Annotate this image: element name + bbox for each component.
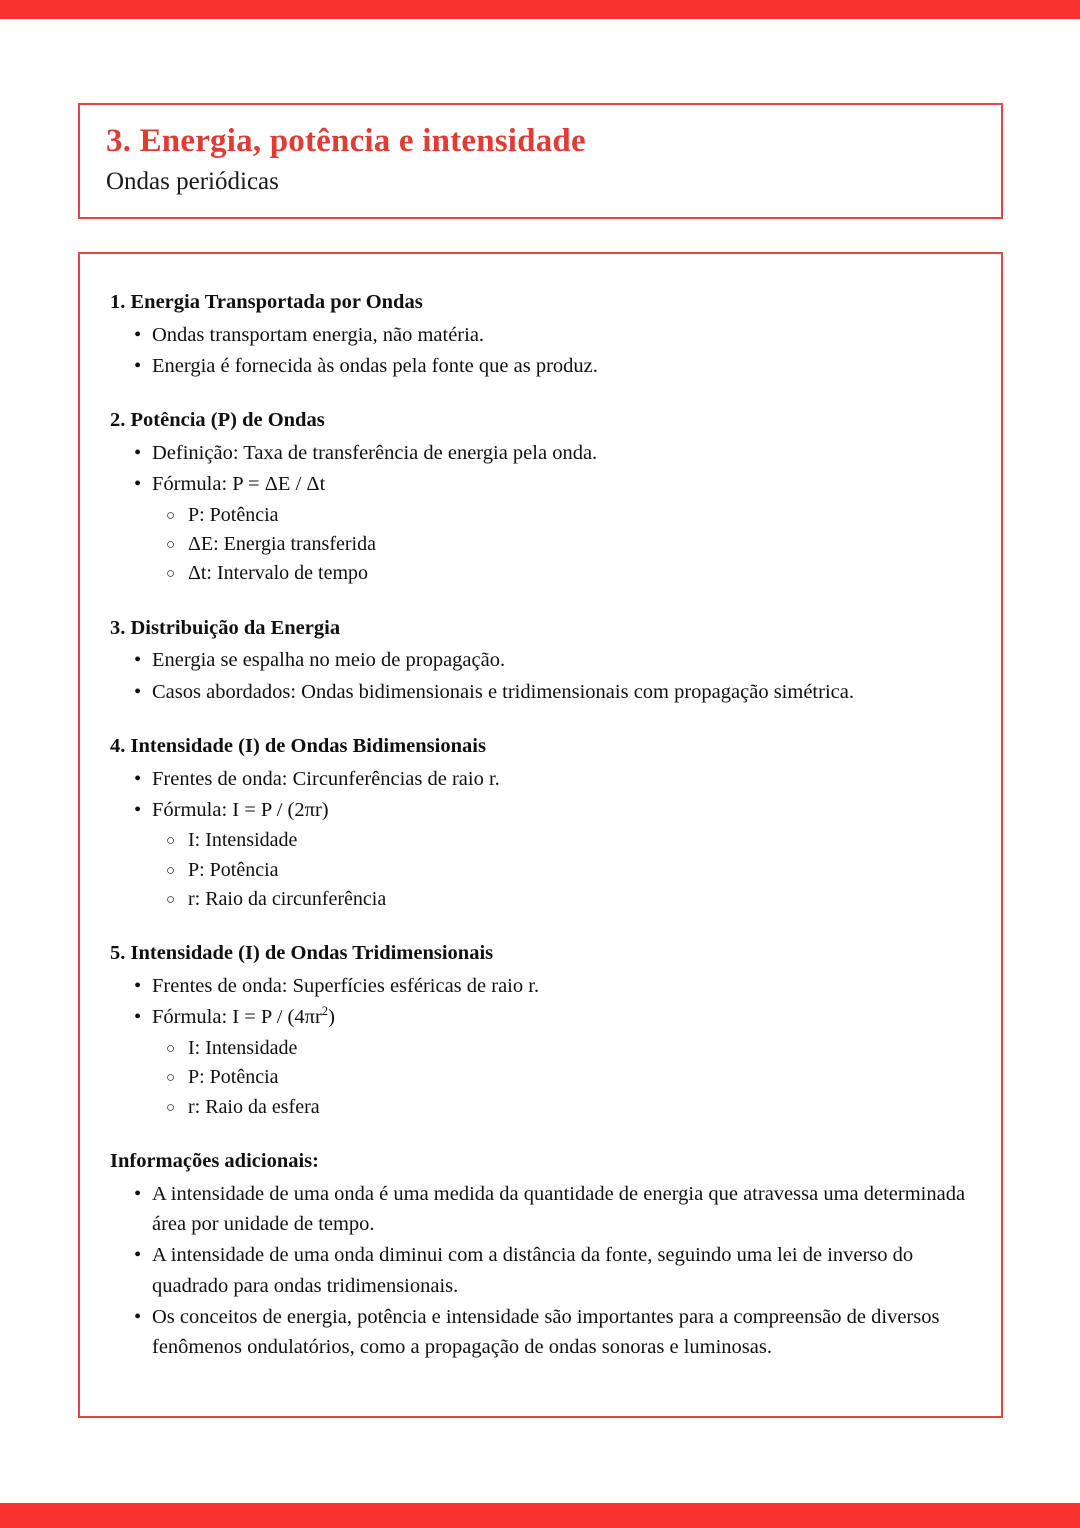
page-bottom-accent-bar [0, 1503, 1080, 1528]
list-item-label: Casos abordados: Ondas bidimensionais e tridimensionais com propagação simétrica. [152, 680, 854, 703]
sub-list-item [152, 530, 973, 559]
sub-list-item-label: P: Potência [188, 858, 279, 881]
list-item-label: Energia é fornecida às ondas pela fonte que as produz. [152, 354, 598, 377]
section-heading: 5. Intensidade (I) de Ondas Tridimensionais [110, 942, 494, 965]
list-item [110, 351, 973, 381]
list-item-label: Fórmula: I = P / (2πr) [152, 798, 329, 821]
list-item [110, 1302, 973, 1363]
list-item-label: Frentes de onda: Superfícies esféricas de raio r. [152, 975, 540, 998]
bullet-circle-icon: ○ [166, 566, 176, 583]
list-item [110, 1240, 973, 1301]
bullet-circle-icon: ○ [166, 862, 176, 879]
list-item [110, 677, 973, 707]
section-heading: Informações adicionais: [110, 1149, 319, 1172]
section-heading: 3. Distribuição da Energia [110, 616, 341, 639]
bullet-list [110, 438, 973, 589]
list-item-label: Energia se espalha no meio de propagação. [152, 649, 506, 672]
sub-bullet-list [152, 826, 973, 914]
bullet-dot-icon: • [134, 354, 142, 377]
content-box [78, 252, 1003, 1418]
bullet-dot-icon: • [134, 323, 142, 346]
bullet-dot-icon: • [134, 473, 142, 496]
bullet-circle-icon: ○ [166, 1099, 176, 1116]
sub-list-item-label: Δt: Intervalo de tempo [188, 562, 369, 585]
bullet-list [110, 971, 973, 1122]
bullet-circle-icon: ○ [166, 1040, 176, 1057]
list-item-label: Fórmula: $I = P / (4\pi r^2)$ [152, 1004, 335, 1029]
list-item [110, 1179, 973, 1240]
list-item-label: Fórmula: P = ΔE / Δt [152, 473, 326, 496]
sub-list-item-label: r: Raio da esfera [188, 1095, 320, 1118]
bullet-circle-icon: ○ [166, 536, 176, 553]
bullet-dot-icon: • [134, 975, 142, 998]
bullet-list [110, 645, 973, 707]
sub-list-item-label: P: Potência [188, 1066, 279, 1089]
bullet-list [110, 320, 973, 382]
content-section [110, 734, 973, 914]
page-top-accent-bar [0, 0, 1080, 19]
content-section [110, 408, 973, 588]
list-item-label: Ondas transportam energia, não matéria. [152, 323, 485, 346]
list-item [110, 469, 973, 589]
content-section [110, 941, 973, 1121]
bullet-dot-icon: • [134, 649, 142, 672]
page-title: 3. Energia, potência e intensidade [106, 123, 586, 159]
bullet-circle-icon: ○ [166, 1070, 176, 1087]
content-section [110, 616, 973, 707]
list-item-label: A intensidade de uma onda é uma medida da quantidade de energia que atravessa uma determinada área por unidade de tempo. [152, 1182, 966, 1235]
sub-list-item [152, 856, 973, 885]
bullet-dot-icon: • [134, 798, 142, 821]
list-item [110, 764, 973, 794]
sub-list-item [152, 885, 973, 914]
bullet-dot-icon: • [134, 441, 142, 464]
sub-list-item [152, 826, 973, 855]
list-item [110, 438, 973, 468]
list-item [110, 795, 973, 915]
list-item-label: Definição: Taxa de transferência de energia pela onda. [152, 441, 598, 464]
sub-list-item-label: r: Raio da circunferência [188, 888, 387, 911]
sections-container [110, 290, 973, 1363]
bullet-circle-icon: ○ [166, 892, 176, 909]
bullet-dot-icon: • [134, 1244, 142, 1267]
list-item [110, 645, 973, 675]
list-item-label: A intensidade de uma onda diminui com a distância da fonte, seguindo uma lei de inverso do quadrado para ondas tridimensionais. [152, 1244, 914, 1297]
list-item-label: Os conceitos de energia, potência e intensidade são importantes para a compreensão de diversos fenômenos ondulatórios, como a propagação de ondas sonoras e luminosas. [152, 1305, 940, 1359]
content-section [110, 290, 973, 381]
sub-list-item [152, 1063, 973, 1092]
sub-list-item-label: I: Intensidade [188, 1036, 298, 1059]
bullet-dot-icon: • [134, 1182, 142, 1205]
title-box [78, 103, 1003, 219]
bullet-dot-icon: • [134, 1305, 142, 1328]
bullet-list [110, 1179, 973, 1363]
content-section [110, 1149, 973, 1363]
bullet-list [110, 764, 973, 915]
list-item [110, 320, 973, 350]
section-heading: 1. Energia Transportada por Ondas [110, 291, 423, 313]
bullet-dot-icon: • [134, 767, 142, 790]
bullet-dot-icon: • [134, 1006, 142, 1029]
section-heading: 2. Potência (P) de Ondas [110, 409, 325, 432]
sub-list-item [152, 559, 973, 588]
exponent-two: 2 [321, 1004, 329, 1019]
sub-list-item [152, 1034, 973, 1063]
sub-bullet-list [152, 1034, 973, 1122]
list-item [110, 1002, 973, 1122]
bullet-circle-icon: ○ [166, 507, 176, 524]
sub-list-item-label: P: Potência [188, 503, 279, 526]
sub-list-item-label: ΔE: Energia transferida [188, 532, 376, 555]
list-item-label: Frentes de onda: Circunferências de raio r. [152, 767, 500, 790]
sub-list-item [152, 501, 973, 530]
sub-bullet-list [152, 501, 973, 589]
section-heading: 4. Intensidade (I) de Ondas Bidimensionais [110, 735, 486, 758]
sub-list-item [152, 1093, 973, 1122]
sub-list-item-label: I: Intensidade [188, 829, 298, 852]
bullet-circle-icon: ○ [166, 833, 176, 850]
page-subtitle: Ondas periódicas [106, 167, 279, 195]
list-item [110, 971, 973, 1001]
bullet-dot-icon: • [134, 680, 142, 703]
